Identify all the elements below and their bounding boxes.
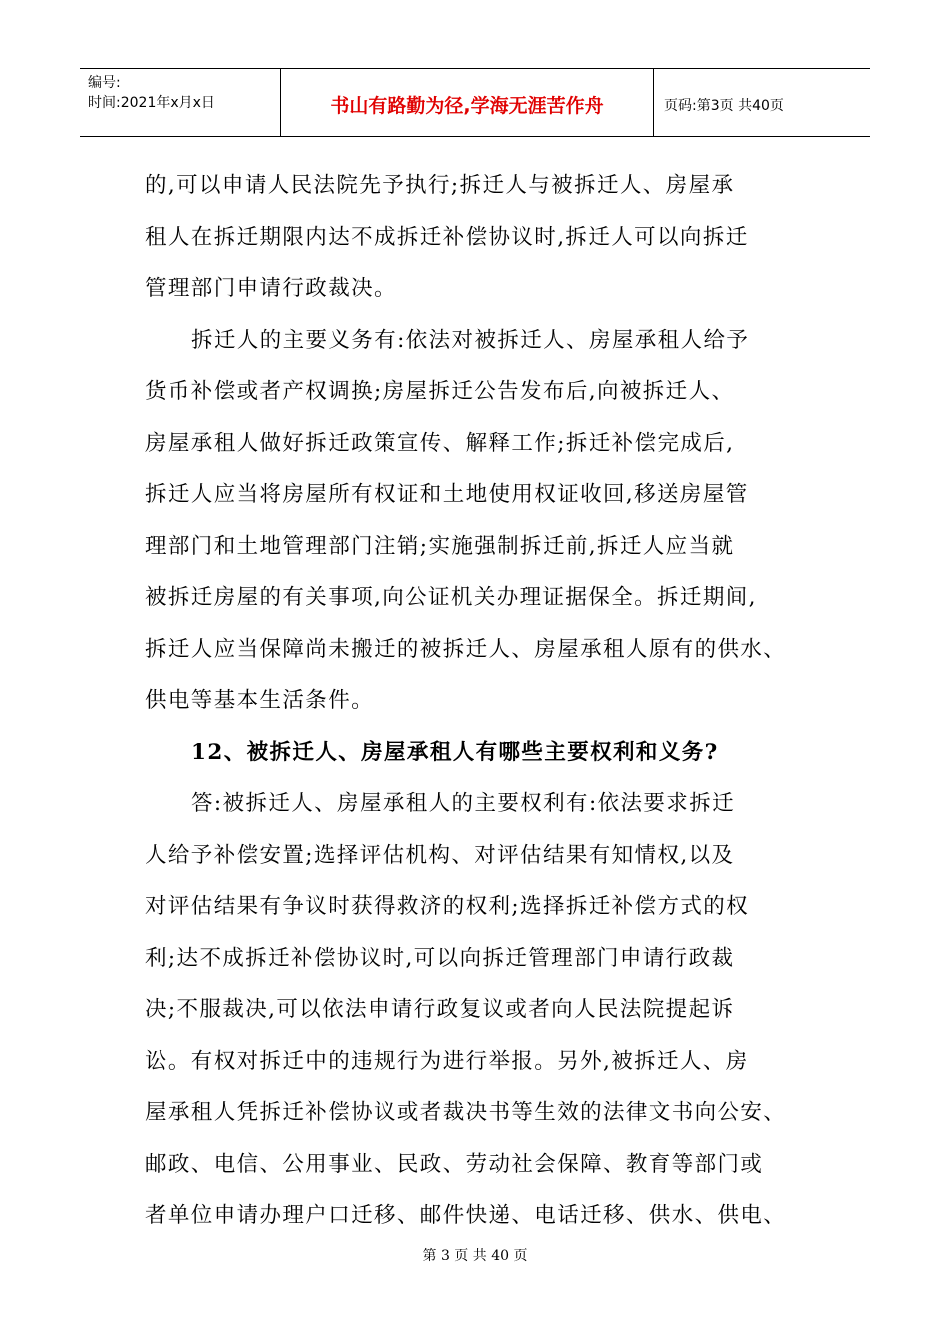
header-motto: 书山有路勤为径,学海无涯苦作舟: [281, 69, 654, 136]
body-line: 决;不服裁决,可以依法申请行政复议或者向人民法院提起诉: [145, 997, 735, 1022]
body-line: 人给予补偿安置;选择评估机构、对评估结果有知情权,以及: [145, 842, 735, 868]
body-line: 利;达不成拆迁补偿协议时,可以向拆迁管理部门申请行政裁: [145, 945, 735, 971]
body-line: 管理部门申请行政裁决。: [145, 276, 397, 301]
body-line: 被拆迁房屋的有关事项,向公证机关办理证据保全。拆迁期间,: [145, 585, 757, 610]
header-meta: [80, 69, 281, 136]
body-line: 的,可以申请人民法院先予执行;拆迁人与被拆迁人、房屋承: [145, 173, 735, 198]
body-line: 拆迁人应当将房屋所有权证和土地使用权证收回,移送房屋管: [145, 482, 749, 507]
page-header: [80, 68, 870, 137]
body-line: 租人在拆迁期限内达不成拆迁补偿协议时,拆迁人可以向拆迁: [145, 224, 749, 250]
body-line: 屋承租人凭拆迁补偿协议或者裁决书等生效的法律文书向公安、: [145, 1100, 787, 1125]
body-line: 供电等基本生活条件。: [145, 688, 375, 713]
body-line: 货币补偿或者产权调换;房屋拆迁公告发布后,向被拆迁人、: [145, 379, 735, 404]
header-page-info: 页码:第3页 共40页: [664, 97, 784, 114]
document-body: [145, 160, 810, 1242]
body-line: 答:被拆迁人、房屋承租人的主要权利有:依法要求拆迁: [191, 791, 735, 816]
body-line: 对评估结果有争议时获得救济的权利;选择拆迁补偿方式的权: [145, 894, 750, 919]
body-line: 理部门和土地管理部门注销;实施强制拆迁前,拆迁人应当就: [145, 533, 735, 559]
section-heading: 12、被拆迁人、房屋承租人有哪些主要权利和义务?: [191, 739, 719, 765]
body-line: 房屋承租人做好拆迁政策宣传、解释工作;拆迁补偿完成后,: [145, 430, 735, 456]
body-line: 讼。有权对拆迁中的违规行为进行举报。另外,被拆迁人、房: [145, 1048, 749, 1074]
document-time-label: 时间:2021年x月x日: [88, 95, 215, 111]
document-number-label: 编号:: [88, 75, 121, 91]
body-line: 拆迁人的主要义务有:依法对被拆迁人、房屋承租人给予: [191, 327, 750, 353]
body-line: 者单位申请办理户口迁移、邮件快递、电话迁移、供水、供电、: [145, 1203, 787, 1228]
body-line: 拆迁人应当保障尚未搬迁的被拆迁人、房屋承租人原有的供水、: [145, 636, 787, 662]
body-line: 邮政、电信、公用事业、民政、劳动社会保障、教育等部门或: [145, 1151, 764, 1177]
page-footer: 第 3 页 共 40 页: [422, 1248, 528, 1264]
